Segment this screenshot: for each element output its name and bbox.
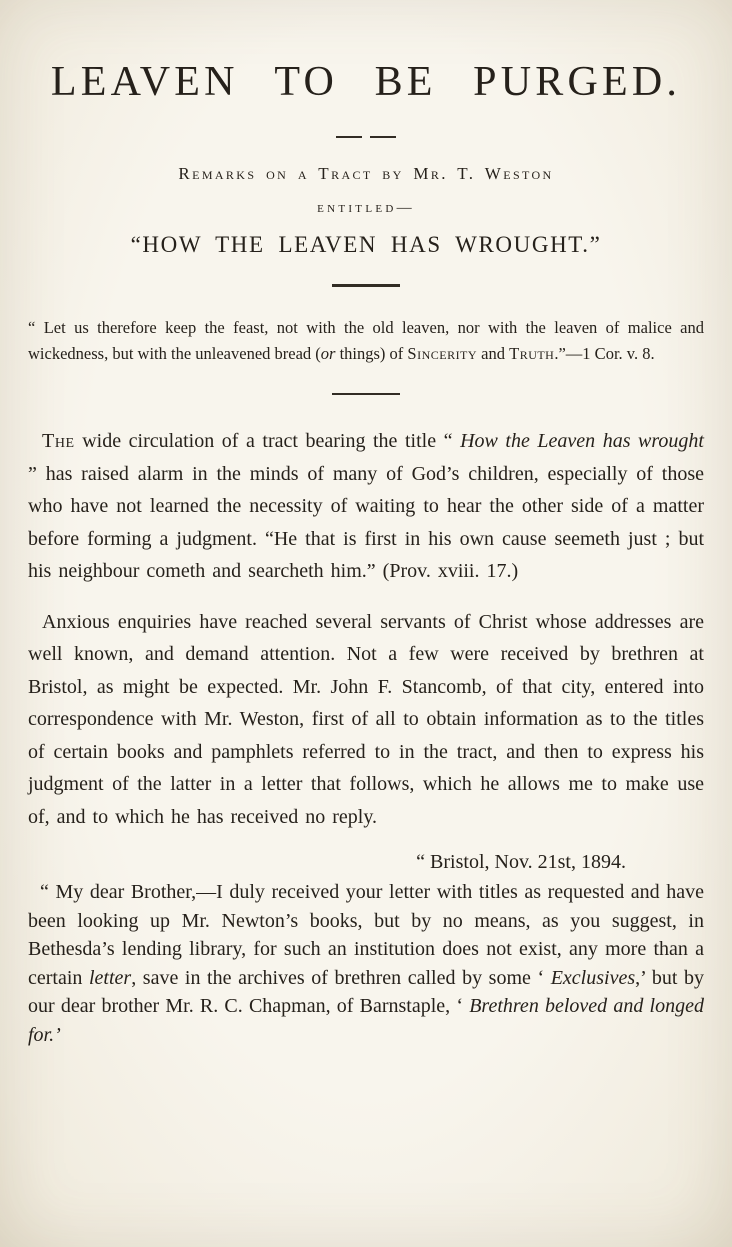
- section-divider: [28, 393, 704, 396]
- text-segment: wide circulation of a tract bearing the title “: [74, 430, 461, 452]
- divider-line: [336, 136, 362, 138]
- text-segment: things) of: [335, 343, 408, 363]
- text-segment: or: [320, 343, 336, 363]
- section-divider: [28, 284, 704, 287]
- subtitle-entitled: entitled—: [317, 200, 415, 216]
- divider-line: [332, 393, 400, 396]
- letter-paragraph: [28, 878, 704, 1049]
- divider-line: [370, 136, 396, 138]
- text-segment: Brethren beloved and longed for.’: [28, 995, 704, 1046]
- text-segment: and: [477, 343, 510, 363]
- text-segment: Anxious enquiries have reached several servants of Christ whose addresses are well known, and demand attention. Not a few were received by brethren at Bristol, as might be expected. Mr. John F. Stancomb, of that city, entered into correspondence with Mr. Weston, first of all to obtain information as to the titles of certain books and pamphlets referred to in the tract, and then to express his judgment of the latter in a letter that follows, which he allows me to make use of, and to which he has received no reply.: [28, 610, 704, 828]
- text-segment: ” has raised alarm in the minds of many of God’s children, especially of those who have not learned the necessity of waiting to hear the other side of a matter before forming a judgment. “He that is first in his own cause seemeth just ; but his neighbour cometh and searcheth him.” (Prov. xviii. 17.): [28, 462, 704, 582]
- tract-title: “HOW THE LEAVEN HAS WROUGHT.”: [130, 232, 602, 257]
- text-segment: .”—1 Cor. v. 8.: [554, 343, 655, 363]
- section-divider: [28, 136, 704, 138]
- text-segment: , save in the archives of brethren called by some ‘: [131, 966, 551, 989]
- page-title: LEAVEN TO BE PURGED.: [50, 59, 682, 105]
- text-segment: ,’ but by our dear brother Mr. R. C. Chapman, of Barnstaple, ‘: [28, 966, 705, 1017]
- body-paragraph: [28, 606, 704, 834]
- body-paragraph: [28, 425, 704, 588]
- letter-dateline: “ Bristol, Nov. 21st, 1894.: [416, 851, 626, 873]
- text-segment: Sincerity: [407, 343, 478, 363]
- divider-line: [332, 284, 400, 287]
- text-segment: Exclusives: [550, 966, 636, 989]
- epigraph-quote: [28, 315, 704, 367]
- text-segment: letter: [89, 966, 132, 989]
- text-segment: “ Let us therefore keep the feast, not with the old leaven, nor with the leaven of malice and wickedness, but with the unleavened bread (: [28, 317, 704, 363]
- text-segment: The: [42, 430, 75, 452]
- text-segment: “ My dear Brother,—I duly received your letter with titles as requested and have been looking up Mr. Newton’s books, but by no means, as you suggest, in Bethesda’s lending library, for such an institution does not exist, any more than a certain: [28, 881, 704, 989]
- text-segment: How the Leaven has wrought: [460, 430, 704, 452]
- text-segment: Truth: [509, 343, 555, 363]
- subtitle-remarks: Remarks on a Tract by Mr. T. Weston: [178, 164, 554, 183]
